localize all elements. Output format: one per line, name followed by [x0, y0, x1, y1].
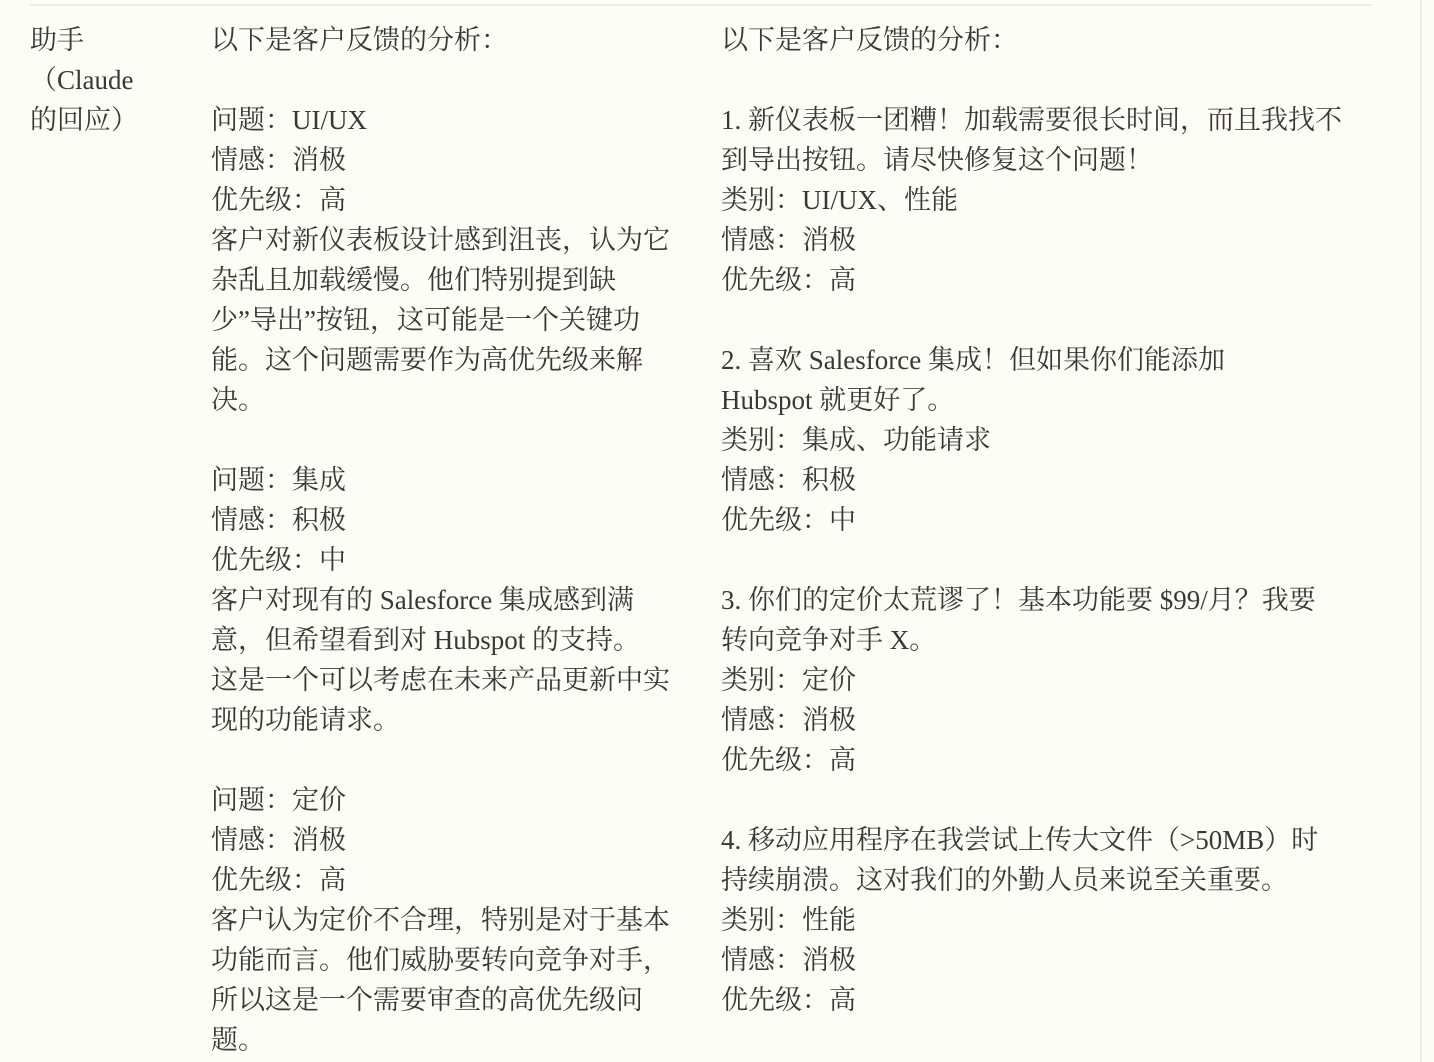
feedback-line: 情感：消极 — [721, 225, 856, 255]
feedback-line: 类别：UI/UX、性能 — [721, 185, 958, 215]
analysis-line: 情感：积极 — [211, 505, 346, 535]
role-cell — [30, 20, 200, 140]
analysis-line: 能。这个问题需要作为高优先级来解 — [211, 345, 643, 375]
feedback-line: 3. 你们的定价太荒谬了！基本功能要 $99/月？我要 — [721, 585, 1316, 615]
analysis-line: 优先级：高 — [211, 865, 346, 895]
analysis-line: 功能而言。他们威胁要转向竞争对手， — [211, 945, 670, 975]
feedback-line: 优先级：高 — [721, 745, 856, 775]
feedback-item-3 — [721, 580, 1371, 780]
analysis-line: 题。 — [211, 1025, 265, 1055]
feedback-line: 类别：集成、功能请求 — [721, 425, 991, 455]
feedback-line: Hubspot 就更好了。 — [721, 385, 955, 415]
feedback-line: 2. 喜欢 Salesforce 集成！但如果你们能添加 — [721, 345, 1225, 375]
table-right-border — [1420, 0, 1422, 1062]
analysis-line: 客户认为定价不合理，特别是对于基本 — [211, 905, 670, 935]
response-cell-right — [721, 20, 1371, 1020]
feedback-item-4 — [721, 820, 1371, 1020]
analysis-line: 这是一个可以考虑在未来产品更新中实 — [211, 665, 670, 695]
feedback-line: 优先级：中 — [721, 505, 856, 535]
analysis-line: 优先级：高 — [211, 185, 346, 215]
analysis-block-pricing — [211, 780, 696, 1060]
role-line: （Claude — [30, 65, 134, 95]
analysis-line: 意，但希望看到对 Hubspot 的支持。 — [211, 625, 641, 655]
analysis-block-uiux — [211, 100, 696, 420]
role-line: 的回应） — [30, 105, 138, 135]
feedback-line: 优先级：高 — [721, 985, 856, 1015]
feedback-line: 情感：消极 — [721, 945, 856, 975]
feedback-line: 情感：积极 — [721, 465, 856, 495]
intro-line: 以下是客户反馈的分析： — [721, 25, 1018, 55]
analysis-line: 情感：消极 — [211, 825, 346, 855]
feedback-line: 到导出按钮。请尽快修复这个问题！ — [721, 145, 1153, 175]
feedback-line: 转向竞争对手 X。 — [721, 625, 937, 655]
feedback-line: 类别：性能 — [721, 905, 856, 935]
analysis-line: 所以这是一个需要审查的高优先级问 — [211, 985, 643, 1015]
response-cell-middle — [211, 20, 696, 1060]
analysis-line: 决。 — [211, 385, 265, 415]
table-top-border — [30, 4, 1372, 6]
feedback-line: 1. 新仪表板一团糟！加载需要很长时间，而且我找不 — [721, 105, 1342, 135]
intro-line: 以下是客户反馈的分析： — [211, 25, 508, 55]
analysis-line: 优先级：中 — [211, 545, 346, 575]
analysis-line: 问题：UI/UX — [211, 105, 367, 135]
feedback-line: 类别：定价 — [721, 665, 856, 695]
feedback-item-2 — [721, 340, 1371, 540]
feedback-item-1 — [721, 100, 1371, 300]
analysis-line: 情感：消极 — [211, 145, 346, 175]
analysis-line: 问题：定价 — [211, 785, 346, 815]
analysis-line: 少”导出”按钮，这可能是一个关键功 — [211, 305, 640, 335]
analysis-line: 问题：集成 — [211, 465, 346, 495]
analysis-line: 客户对新仪表板设计感到沮丧，认为它 — [211, 225, 670, 255]
analysis-line: 现的功能请求。 — [211, 705, 400, 735]
analysis-line: 杂乱且加载缓慢。他们特别提到缺 — [211, 265, 616, 295]
feedback-line: 持续崩溃。这对我们的外勤人员来说至关重要。 — [721, 865, 1288, 895]
analysis-line: 客户对现有的 Salesforce 集成感到满 — [211, 585, 634, 615]
feedback-line: 4. 移动应用程序在我尝试上传大文件（>50MB）时 — [721, 825, 1319, 855]
role-line: 助手 — [30, 25, 84, 55]
analysis-block-integration — [211, 460, 696, 740]
feedback-line: 优先级：高 — [721, 265, 856, 295]
feedback-line: 情感：消极 — [721, 705, 856, 735]
